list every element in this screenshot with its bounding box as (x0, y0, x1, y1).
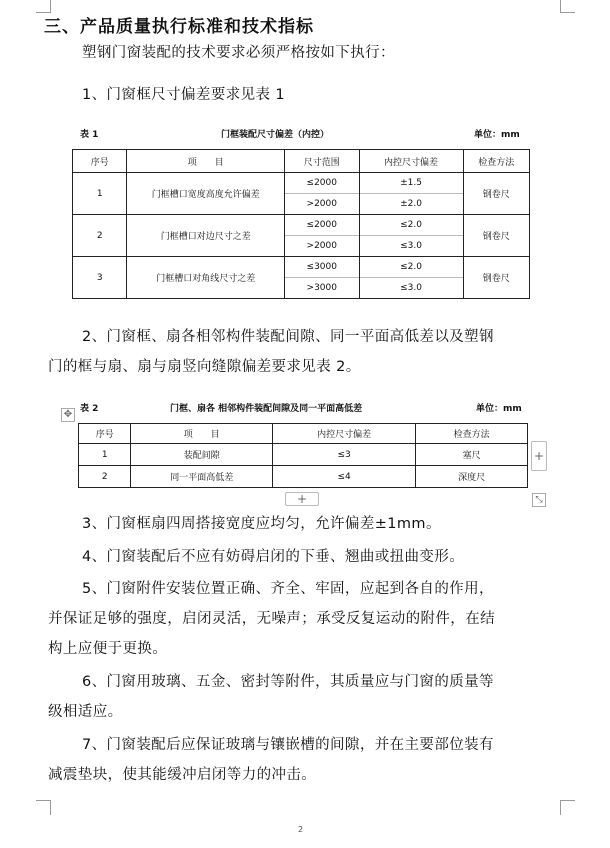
row-item: 门框槽口对角线尺寸之差 (127, 257, 285, 299)
table2-header-item: 项 目 (131, 424, 273, 444)
section-heading: 三、产品质量执行标准和技术指标 (44, 17, 314, 37)
table2-header-deviation: 内控尺寸偏差 (272, 424, 415, 444)
table-2[interactable] (78, 423, 528, 488)
item-4-text: 4、门窗装配后不应有妨碍启闭的下垂、翘曲或扭曲变形。 (82, 549, 465, 565)
table2-header-no: 序号 (79, 424, 131, 444)
item-5-text-line3: 构上应便于更换。 (48, 641, 168, 657)
margin-corner-top-right (560, 0, 575, 13)
margin-corner-bottom-left (36, 800, 51, 815)
table1-unit: 单位：mm (474, 130, 520, 140)
row-number: 1 (73, 173, 127, 215)
item-7-text-line1: 7、门窗装配后应保证玻璃与镶嵌槽的间隙，并在主要部位装有 (82, 737, 494, 753)
item-3-text: 3、门窗框扇四周搭接宽度应均匀，允许偏差±1mm。 (82, 516, 441, 532)
table1-header-range: 尺寸范围 (285, 150, 360, 173)
move-handle-icon[interactable]: ✥ (61, 408, 75, 422)
row-method: 塞尺 (416, 444, 528, 466)
row-method: 钢卷尺 (463, 173, 529, 215)
table1-header-row (73, 150, 530, 173)
item-2-text-line1: 2、门窗框、扇各相邻构件装配间隙、同一平面高低差以及塑钢 (82, 329, 494, 345)
row-number: 2 (79, 466, 131, 488)
table2-unit: 单位：mm (476, 404, 522, 414)
row-number: 3 (73, 257, 127, 299)
page-number: 2 (298, 825, 304, 834)
row-deviation: ≤3 (272, 444, 415, 466)
intro-paragraph: 塑钢门窗装配的技术要求必须严格按如下执行： (82, 45, 395, 61)
row-range: ≤2000 >2000 (285, 173, 360, 215)
row-deviation: ≤2.0 ≤3.0 (359, 215, 463, 257)
table1-header-method: 检查方法 (463, 150, 529, 173)
row-method: 深度尺 (416, 466, 528, 488)
row-deviation: ≤4 (272, 466, 415, 488)
margin-corner-bottom-right (560, 800, 575, 815)
table1-label: 表 1 (80, 130, 99, 140)
item-5-text-line1: 5、门窗附件安装位置正确、齐全、牢固，应起到各自的作用， (82, 581, 494, 597)
item-7-text-line2: 减震垫块，使其能缓冲启闭等力的冲击。 (48, 767, 317, 783)
table1-header-no: 序号 (73, 150, 127, 173)
table-row (79, 466, 528, 488)
row-item: 门框槽口对边尺寸之差 (127, 215, 285, 257)
table-row (73, 257, 530, 299)
row-number: 1 (79, 444, 131, 466)
table-row (73, 215, 530, 257)
row-range: ≤2000 >2000 (285, 215, 360, 257)
row-item: 装配间隙 (131, 444, 273, 466)
row-item: 同一平面高低差 (131, 466, 273, 488)
table1-title: 门框装配尺寸偏差（内控） (221, 130, 330, 140)
table1-header-deviation: 内控尺寸偏差 (359, 150, 463, 173)
table2-title: 门框、扇各 相邻构件装配间隙及同一平面高低差 (170, 404, 363, 414)
row-deviation: ±1.5 ±2.0 (359, 173, 463, 215)
item-6-text-line1: 6、门窗用玻璃、五金、密封等附件，其质量应与门窗的质量等 (82, 674, 494, 690)
table-row (79, 444, 528, 466)
table-row (73, 173, 530, 215)
row-range: ≤3000 >3000 (285, 257, 360, 299)
table2-header-method: 检查方法 (416, 424, 528, 444)
table2-header-row (79, 424, 528, 444)
resize-handle-icon[interactable]: ⤡ (532, 493, 546, 507)
table-1[interactable] (72, 149, 530, 299)
item-1-text: 1、门窗框尺寸偏差要求见表 1 (82, 87, 286, 103)
add-column-plus-icon[interactable]: + (531, 441, 547, 471)
row-item: 门框槽口宽度高度允许偏差 (127, 173, 285, 215)
row-number: 2 (73, 215, 127, 257)
table2-label: 表 2 (80, 404, 99, 414)
item-6-text-line2: 级相适应。 (48, 704, 123, 720)
row-deviation: ≤2.0 ≤3.0 (359, 257, 463, 299)
table1-header-item: 项 目 (127, 150, 285, 173)
item-5-text-line2: 并保证足够的强度，启闭灵活，无噪声；承受反复运动的附件，在结 (48, 611, 495, 627)
row-method: 钢卷尺 (463, 257, 529, 299)
row-method: 钢卷尺 (463, 215, 529, 257)
item-2-text-line2: 门的框与扇、扇与扇竖向缝隙偏差要求见表 2。 (48, 359, 361, 375)
add-row-plus-icon[interactable]: + (285, 492, 319, 506)
